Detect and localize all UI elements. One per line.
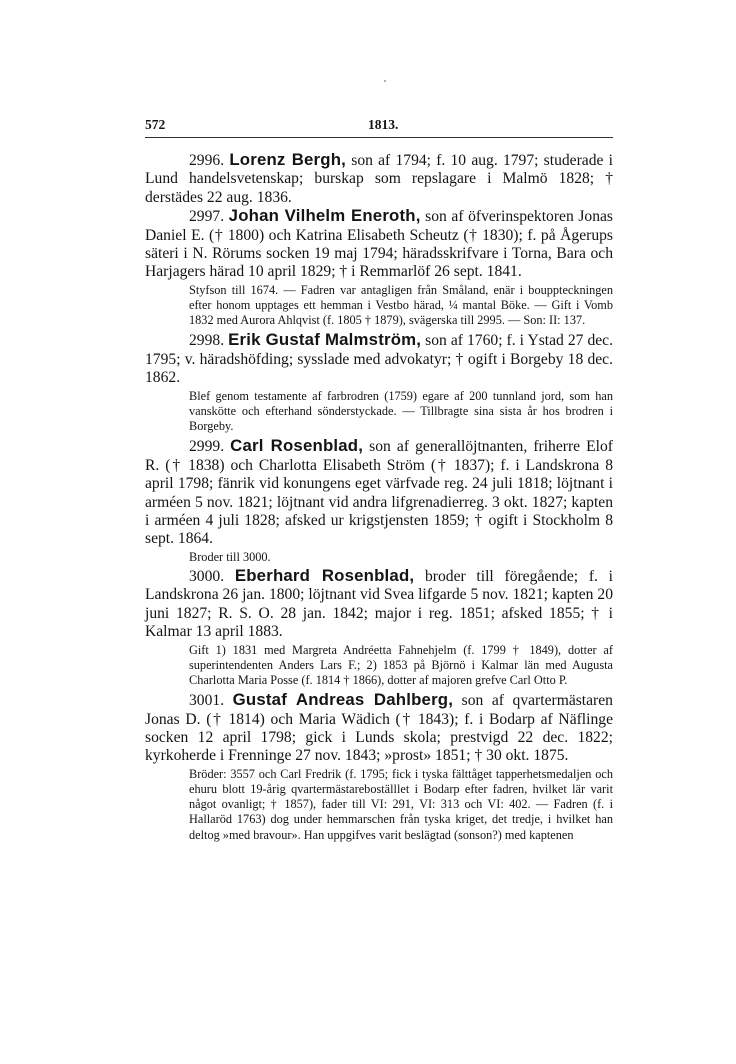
note-text: Blef genom testamente af farbrodren (1759) egare af 200 tunnland jord, som han vanskötte och efterhand sönderstyckade. — Tillbragte sina sista år hos brodren i Borgeby. [189, 388, 613, 434]
entry-number: 3000. [189, 567, 225, 585]
entry-name: Gustaf Andreas Dahlberg, [232, 690, 454, 710]
running-header [145, 117, 613, 135]
entry-name: Erik Gustaf Malmström, [228, 330, 422, 350]
paper-speck [384, 80, 386, 82]
entry-3000 [145, 567, 613, 642]
entry-name: Carl Rosenblad, [230, 436, 364, 456]
note-text: Gift 1) 1831 med Margreta Andréetta Fahnehjelm (f. 1799 † 1849), dotter af superintendenten Anders Lars F.; 2) 1853 på Björnö i Kalmar län med Augusta Charlotta Maria Posse (f. 1814 † 1866), dotter af majoren grefve Carl Otto P. [189, 642, 613, 687]
page-body [145, 151, 613, 846]
header-year: 1813. [368, 117, 399, 132]
note-text: Bröder: 3557 och Carl Fredrik (f. 1795; fick i tyska fälttåget tapperhetsmedaljen och ehuru blott 19-årig qvartermästareboställlet i Bodarp efter fadren, hvilket lär varit något ovanligt; † 1857), fader till VI: 291, VI: 313 och VI: 402. — Fadren (f. i Hallaröd 1763) dog under hemmarschen från tyska kriget, det tredje, i hvilket han deltog »med bravour». Han uppgifves varit beslägtad (sonson?) med kaptenen [189, 766, 613, 842]
note-text: Styfson till 1674. — Fadren var antagligen från Småland, enär i bouppteckningen efter honom upptages ett hemman i Vestbo härad, ¼ mantal Böke. — Gift i Vomb 1832 med Aurora Ahlqvist (f. 1805 † 1879), svägerska till 2995. — Son: II: 137. [189, 282, 613, 328]
entry-text: son af 1760; f. i Ystad 27 dec. 1795; v. häradshöfding; sysslade med advokatyr; † ogift i Borgeby 18 dec. 1862. [145, 332, 613, 387]
entry-text: son af generallöjtnanten, friherre Elof R. († 1838) och Charlotta Elisabeth Ström († 1837); f. i Landskrona 8 april 1798; fänrik vid konungens eget värfvade reg. 24 juli 1818; löjtnant i arméen 5 nov. 1821; löjtnant vid andra lifgrenadierreg. 3 okt. 1827; kapten i arméen 4 juli 1828; afsked ur krigstjensten 1859; † ogift i Stockholm 8 sept. 1864. [145, 438, 613, 548]
entry-note [145, 643, 613, 689]
entry-note [145, 389, 613, 435]
entry-text: son af qvartermästaren Jonas D. († 1814) och Maria Wädich († 1843); f. i Bodarp af Näflinge socken 12 april 1798; gick i Lunds skola; prestvigd 22 dec. 1822; kyrkoherde i Frenninge 27 nov. 1843; »prost» 1851; † 30 okt. 1875. [145, 692, 613, 765]
entry-name: Eberhard Rosenblad, [234, 565, 415, 585]
entry-note [145, 767, 613, 843]
entry-number: 2997. [189, 208, 225, 226]
entry-2999 [145, 437, 613, 548]
entry-2997 [145, 207, 613, 282]
entry-2998 [145, 331, 613, 387]
note-text: Broder till 3000. [189, 549, 271, 564]
entry-number: 2996. [189, 152, 225, 169]
entry-text: son af öfverinspektoren Jonas Daniel E. († 1800) och Katrina Elisabeth Scheutz († 1830); f. på Ågerups säteri i N. Rörums socken 19 maj 1794; häradsskrifvare i Torna, Bara och Harjagers härad 10 april 1829; † i Remmarlöf 26 sept. 1841. [145, 208, 613, 281]
entry-number: 3001. [189, 692, 225, 710]
entry-name: Lorenz Bergh, [229, 150, 347, 169]
header-rule [145, 137, 613, 138]
entry-text: son af 1794; f. 10 aug. 1797; studerade i Lund handelsvetenskap; burskap som repslagare i Malmö 1828; † derstädes 22 aug. 1836. [145, 152, 613, 206]
entry-note [145, 550, 613, 565]
entry-number: 2999. [189, 438, 225, 456]
entry-3001 [145, 691, 613, 766]
entry-text: broder till föregående; f. i Landskrona 26 jan. 1800; löjtnant vid Svea lifgarde 5 nov. 1821; kapten 20 juni 1827; R. S. O. 28 jan. 1842; major i reg. 1851; afsked 1855; † i Kalmar 13 april 1883. [145, 567, 613, 641]
entry-note [145, 283, 613, 329]
page-number: 572 [145, 117, 166, 132]
entry-2996 [145, 151, 613, 207]
entry-name: Johan Vilhelm Eneroth, [228, 206, 421, 226]
entry-number: 2998. [189, 332, 225, 350]
